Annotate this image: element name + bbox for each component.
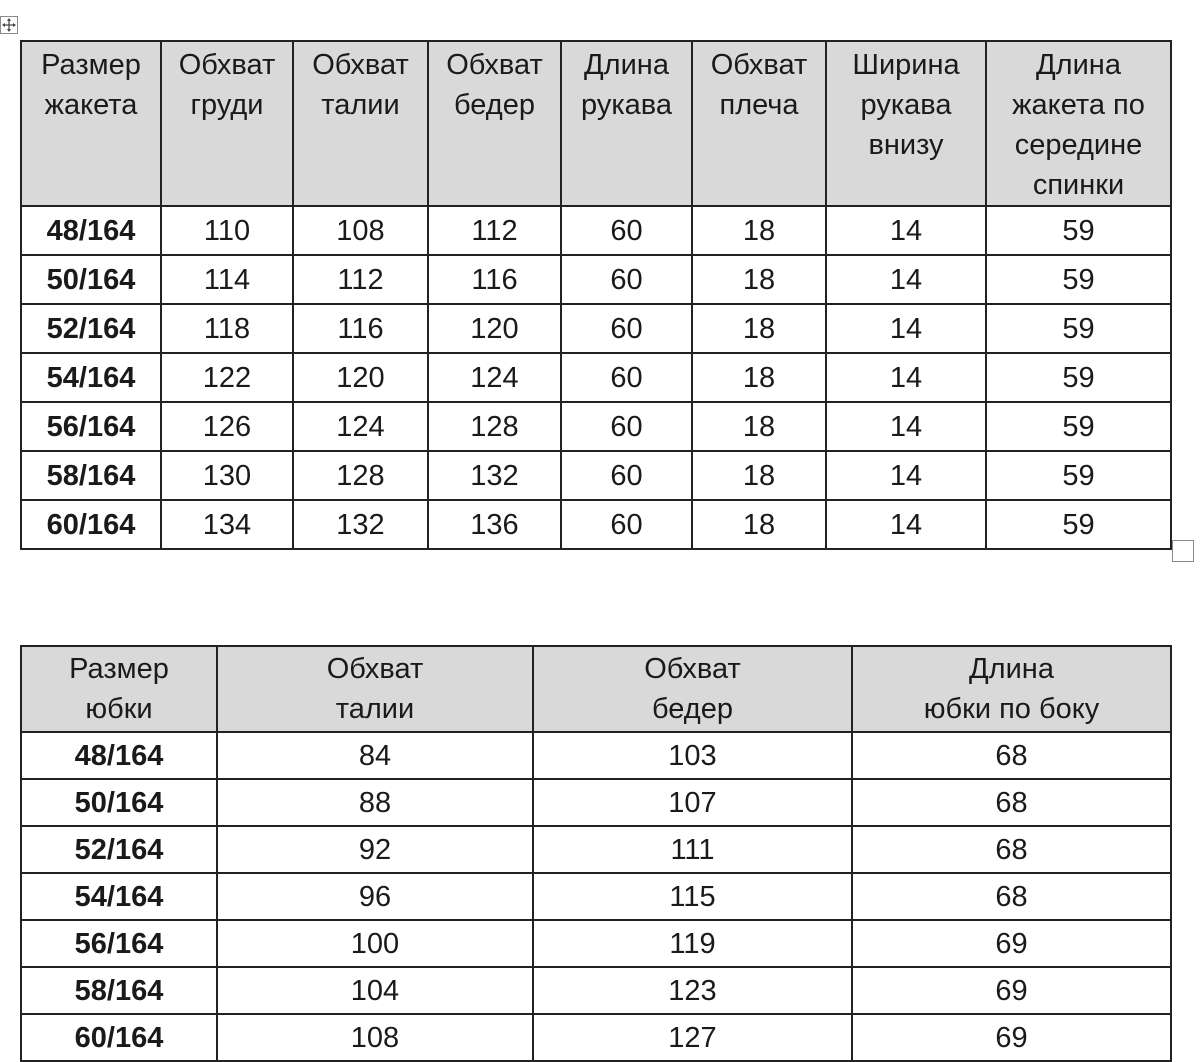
table-row [21,779,1171,826]
size-cell: 50/164 [21,255,161,304]
table-cell: 60 [561,402,692,451]
table-cell: 128 [428,402,561,451]
skirt-size-table [20,645,1172,1062]
size-cell: 52/164 [21,304,161,353]
table-row [21,920,1171,967]
header-skirt-side-length: Длина юбки по боку [852,646,1171,732]
jacket-size-table [20,40,1172,550]
table-move-icon [1,17,17,33]
table-header-row [21,646,1171,732]
table-cell: 116 [293,304,428,353]
size-cell: 56/164 [21,402,161,451]
table-cell: 108 [217,1014,533,1061]
table-cell: 119 [533,920,852,967]
table-cell: 14 [826,304,986,353]
table-cell: 114 [161,255,293,304]
table-cell: 60 [561,353,692,402]
table-cell: 60 [561,451,692,500]
size-cell: 54/164 [21,353,161,402]
table-cell: 92 [217,826,533,873]
table-cell: 18 [692,255,826,304]
table-cell: 96 [217,873,533,920]
header-chest-girth: Обхват груди [161,41,293,206]
table-cell: 104 [217,967,533,1014]
table-cell: 69 [852,920,1171,967]
table-move-handle[interactable] [0,16,18,34]
table-cell: 60 [561,304,692,353]
size-cell: 52/164 [21,826,217,873]
table-cell: 59 [986,402,1171,451]
table-resize-handle[interactable] [1172,540,1194,562]
table-cell: 14 [826,206,986,255]
table-cell: 100 [217,920,533,967]
table-cell: 68 [852,779,1171,826]
header-waist-girth: Обхват талии [217,646,533,732]
table-cell: 111 [533,826,852,873]
table-cell: 84 [217,732,533,779]
header-jacket-back-length: Длина жакета по середине спинки [986,41,1171,206]
table-cell: 128 [293,451,428,500]
table-cell: 68 [852,873,1171,920]
table-cell: 110 [161,206,293,255]
table-cell: 122 [161,353,293,402]
table-cell: 14 [826,451,986,500]
table-cell: 115 [533,873,852,920]
table-cell: 59 [986,353,1171,402]
table-cell: 126 [161,402,293,451]
table-cell: 14 [826,402,986,451]
table-cell: 107 [533,779,852,826]
size-cell: 54/164 [21,873,217,920]
header-skirt-size: Размер юбки [21,646,217,732]
size-cell: 58/164 [21,451,161,500]
table-cell: 103 [533,732,852,779]
table-cell: 68 [852,732,1171,779]
size-cell: 56/164 [21,920,217,967]
table-cell: 60 [561,500,692,549]
table-cell: 18 [692,500,826,549]
table-cell: 69 [852,967,1171,1014]
table-cell: 59 [986,500,1171,549]
table-row [21,206,1171,255]
table-cell: 112 [293,255,428,304]
jacket-table-body [21,206,1171,549]
table-cell: 14 [826,500,986,549]
header-waist-girth: Обхват талии [293,41,428,206]
table-row [21,1014,1171,1061]
table-header-row [21,41,1171,206]
table-cell: 124 [293,402,428,451]
size-cell: 60/164 [21,500,161,549]
table-cell: 112 [428,206,561,255]
table-row [21,451,1171,500]
table-row [21,255,1171,304]
table-cell: 59 [986,304,1171,353]
header-hip-girth: Обхват бедер [428,41,561,206]
skirt-table-body [21,732,1171,1061]
table-cell: 134 [161,500,293,549]
header-sleeve-bottom-width: Ширина рукава внизу [826,41,986,206]
header-jacket-size: Размер жакета [21,41,161,206]
table-cell: 120 [293,353,428,402]
table-cell: 132 [293,500,428,549]
size-cell: 60/164 [21,1014,217,1061]
table-row [21,826,1171,873]
table-cell: 116 [428,255,561,304]
table-row [21,732,1171,779]
table-cell: 18 [692,402,826,451]
size-cell: 48/164 [21,206,161,255]
table-cell: 68 [852,826,1171,873]
table-cell: 136 [428,500,561,549]
size-cell: 50/164 [21,779,217,826]
table-row [21,967,1171,1014]
table-cell: 18 [692,353,826,402]
header-hip-girth: Обхват бедер [533,646,852,732]
table-cell: 18 [692,304,826,353]
table-cell: 69 [852,1014,1171,1061]
table-cell: 88 [217,779,533,826]
table-cell: 127 [533,1014,852,1061]
table-cell: 59 [986,206,1171,255]
table-cell: 59 [986,451,1171,500]
table-cell: 108 [293,206,428,255]
table-row [21,402,1171,451]
size-cell: 48/164 [21,732,217,779]
table-row [21,873,1171,920]
table-cell: 120 [428,304,561,353]
table-cell: 18 [692,206,826,255]
table-cell: 118 [161,304,293,353]
table-cell: 123 [533,967,852,1014]
table-cell: 14 [826,255,986,304]
table-row [21,304,1171,353]
table-row [21,353,1171,402]
table-row [21,500,1171,549]
table-cell: 130 [161,451,293,500]
size-cell: 58/164 [21,967,217,1014]
table-cell: 132 [428,451,561,500]
header-shoulder-girth: Обхват плеча [692,41,826,206]
table-cell: 14 [826,353,986,402]
table-cell: 18 [692,451,826,500]
table-cell: 124 [428,353,561,402]
table-cell: 59 [986,255,1171,304]
table-cell: 60 [561,255,692,304]
table-cell: 60 [561,206,692,255]
header-sleeve-length: Длина рукава [561,41,692,206]
